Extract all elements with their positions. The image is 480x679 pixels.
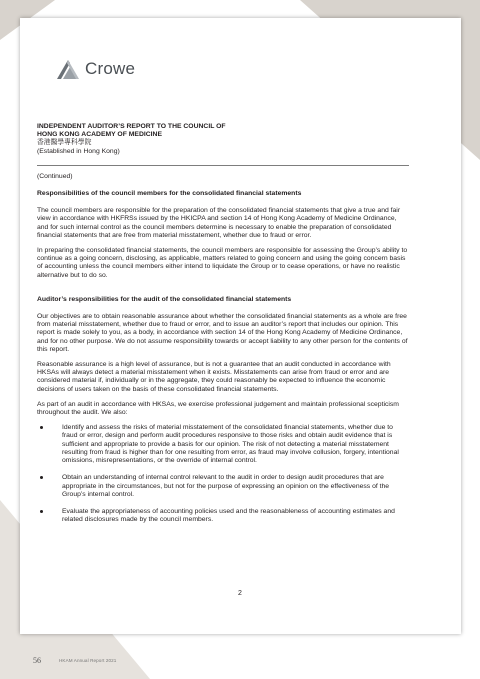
established-note: (Established in Hong Kong) [37,147,120,155]
divider [37,165,409,166]
bullet-icon [40,510,43,513]
auditor-para-2: Reasonable assurance is a high level of assurance, but is not a guarantee that an audit conducted in accordance with HKSAs will always detect a material misstatement when it exists. Misstatements can arise from fraud or error and are considered material if, individually or in the aggregate, they could reasonably be expected to influence the economic decisions of users taken on the basis of these consolidated financial statements. [37,361,391,393]
list-item-text: Obtain an understanding of internal control relevant to the audit in order to design audit procedures that are appropriate in the circumstances, but not for the purpose of expressing an opinion on the effectiveness of the Group’s internal control. [62,474,390,498]
bullet-icon [40,426,43,429]
continued-label: (Continued) [37,172,73,180]
page-number: 56 [33,656,41,665]
council-para-1: The council members are responsible for the preparation of the consolidated financial statements that give a true and fair view in accordance with HKFRSs issued by the HKICPA and section 14 of Hong Kong Academy of Medicine Ordinance, and for such internal control as the council members determine is necessary to enable the preparation of consolidated financial statements that are free from material misstatement, whether due to fraud or error. [37,207,401,239]
responsibilities-list [37,424,409,524]
report-title-line1: INDEPENDENT AUDITOR’S REPORT TO THE COUNCIL OF [37,123,226,130]
list-item-text: Evaluate the appropriateness of accounting policies used and the reasonableness of accounting estimates and related disclosures made by the council members. [62,507,395,524]
footer-text: HKAM Annual Report 2021 [59,658,117,663]
crowe-logo [55,58,135,80]
council-para-2: In preparing the consolidated financial statements, the council members are responsible for assessing the Group’s ability to continue as a going concern, disclosing, as applicable, matters related to going concern and using the going concern basis of accounting unless the council members either intend to liquidate the Group or to cease operations, or have no realistic alternative but to do so. [37,247,408,279]
chinese-name: 香港醫學專科學院 [37,139,92,147]
list-item [37,474,409,499]
list-item-text: Identify and assess the risks of material misstatement of the consolidated financial statements, whether due to fraud or error, design and perform audit procedures responsive to those risks and obtain audit evidence that is sufficient and appropriate to provide a basis for our opinion. The risk of not detecting a material misstatement resulting from fraud is higher than for one resulting from error, as fraud may involve collusion, forgery, intentional omissions, misrepresentations, or the override of internal control. [62,424,399,465]
list-item [37,508,409,524]
bullet-icon [40,476,43,479]
report-page-number: 2 [238,590,242,597]
section-heading-auditor: Auditor’s responsibilities for the audit of the consolidated financial statements [37,295,292,303]
crowe-logo-icon [55,58,81,80]
report-content [37,123,409,533]
logo-text: Crowe [85,59,136,78]
section-heading-council: Responsibilities of the council members for the consolidated financial statements [37,190,302,198]
auditor-para-1: Our objectives are to obtain reasonable assurance about whether the consolidated financial statements as a whole are free from material misstatement, whether due to fraud or error, and to issue an auditor’s report that includes our opinion. This report is made solely to you, as a body, in accordance with section 14 of the Hong Kong Academy of Medicine Ordinance, and for no other purpose. We do not assume responsibility towards or accept liability to any other person for the contents of this report. [37,313,408,353]
list-item [37,424,409,465]
auditor-para-3: As part of an audit in accordance with HKSAs, we exercise professional judgement and maintain professional scepticism throughout the audit. We also: [37,400,399,417]
report-title-line2: HONG KONG ACADEMY OF MEDICINE [37,131,162,139]
